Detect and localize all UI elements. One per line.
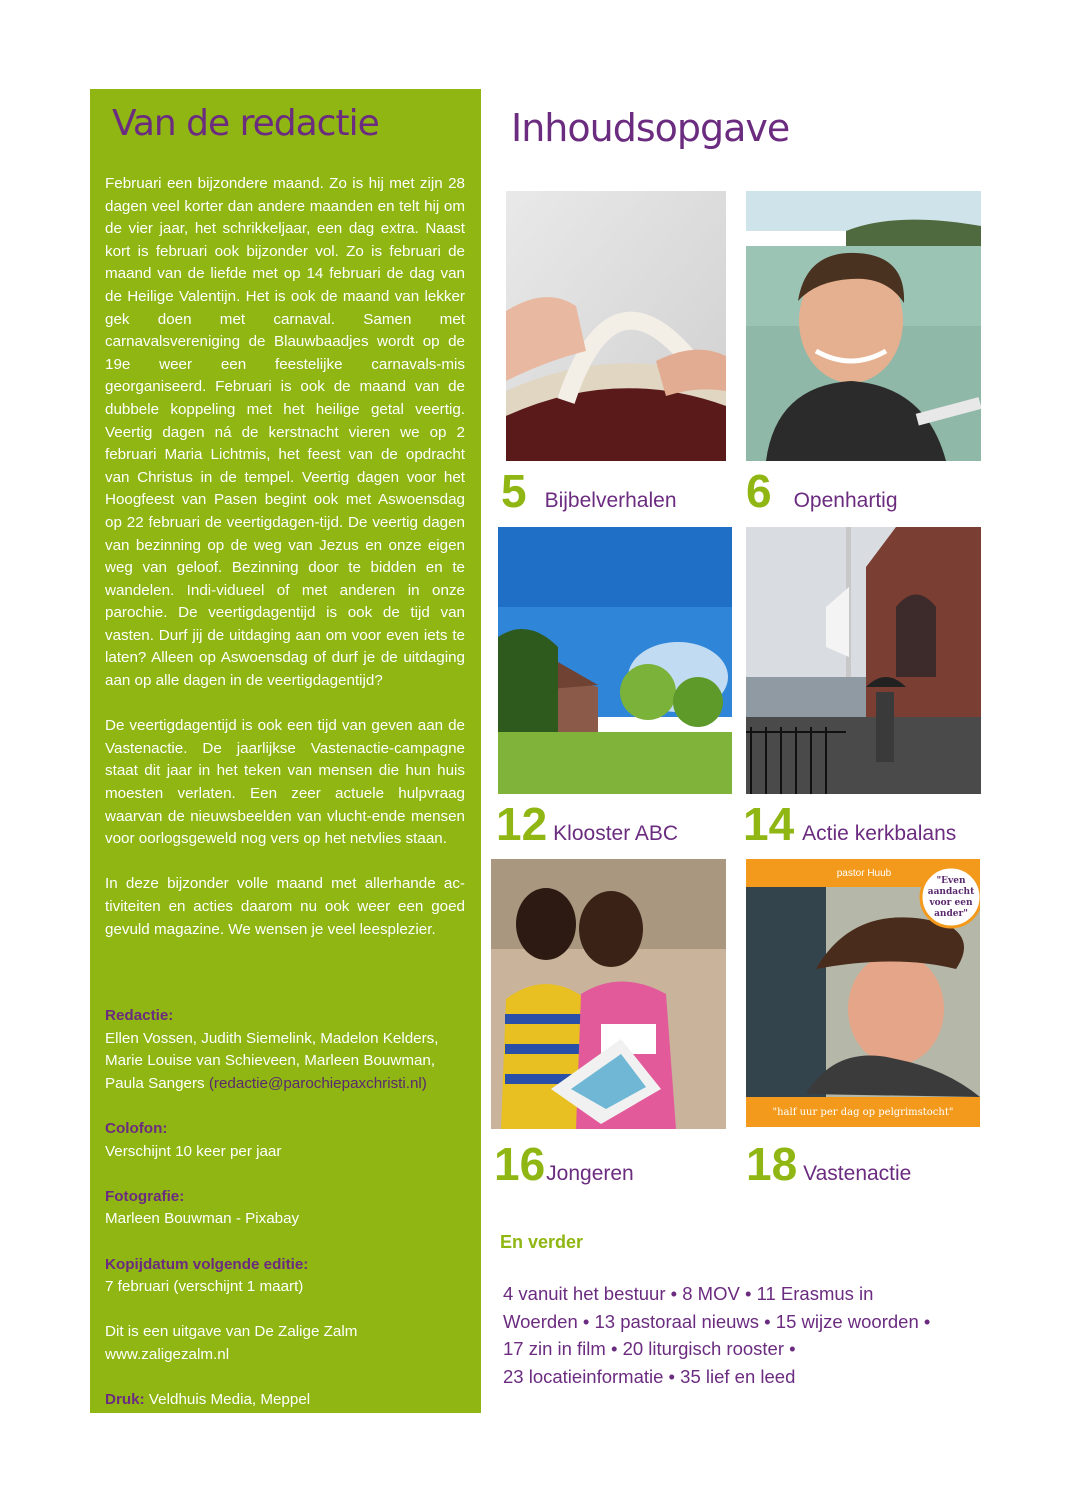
- toc-item-number: 14: [743, 798, 795, 850]
- redactie-names: Ellen Vossen, Judith Siemelink, Madelon Kelders, Marie Louise van Schieveen, Marleen Bouwman, Paula Sangers: [105, 1029, 439, 1092]
- toc-item-number: 6: [746, 465, 772, 517]
- book-badge-line-3: voor een: [929, 898, 973, 908]
- toc-item-number: 5: [501, 465, 527, 517]
- druk-text: Veldhuis Media, Meppel: [144, 1391, 311, 1409]
- toc-item-number: 18: [746, 1138, 798, 1190]
- verder-title: En verder: [500, 1232, 584, 1252]
- verder-line: 23 locatieinformatie • 35 lief en leed: [503, 1365, 796, 1387]
- jongeren-photo[interactable]: [491, 859, 726, 1129]
- editorial-panel: [90, 89, 481, 1413]
- toc-item-16[interactable]: [494, 1138, 634, 1190]
- uitgave-block: [105, 1321, 470, 1366]
- editorial-paragraph-1: Februari een bijzondere maand. Zo is hij met zijn 28 dagen veel korter dan andere maanden en telt hij om de vier jaar, het schrikkeljaar, een dag extra. Naast kort is februari ook bijzonder vol. Zo is februari de maand van de liefde met op 14 februari de dag van de Heilige Valentijn. Het is ook de maand van lekker gek doen met carnaval. Samen met carnavalsvereniging de Blauwbaadjes wordt op de 19e weer een feestelijke carnavals-mis georganiseerd. Februari is ook de maand van de dubbele koppeling met het heilige getal veertig. Veertig dagen ná de kerstnacht vieren we op 2 februari Maria Lichtmis, het feest van de opdracht van Christus in de tempel. Veertig dagen voor het Hoogfeest van Pasen begint ook met Aswoensdag op 22 februari de veertigdagen-tijd. De veertig dagen van bezinning op de weg van Jezus en onze eigen weg van geloof. Bezinning door te bidden en te wandelen. Indi-vidueel of met anderen in onze parochie. De veertigdagentijd is ook de tijd van vasten. Durf jij de uitdaging aan om voor even iets te laten? Alleen op Aswoensdag of durf je de uitdaging aan op alle dagen in de veertigdagentijd?: [105, 175, 465, 690]
- toc-item-5[interactable]: [501, 465, 677, 517]
- vastenactie-photo[interactable]: [746, 859, 980, 1127]
- kerkbalans-photo[interactable]: [746, 527, 981, 794]
- kopij-block: [105, 1254, 470, 1299]
- toc-item-number: 12: [496, 798, 548, 850]
- book-badge-line-4: ander": [934, 909, 968, 919]
- druk-label: Druk:: [105, 1391, 145, 1409]
- editorial-title: Van de redactie: [112, 103, 379, 144]
- toc-item-12[interactable]: [496, 798, 679, 850]
- toc-title: Inhoudsopgave: [511, 106, 790, 150]
- colophon: [105, 1005, 470, 1434]
- kopij-label: Kopijdatum volgende editie:: [105, 1255, 309, 1273]
- toc-item-14[interactable]: [743, 798, 957, 850]
- fotografie-block: [105, 1186, 470, 1231]
- verder-list: [503, 1280, 973, 1390]
- colofon-text: Verschijnt 10 keer per jaar: [105, 1142, 282, 1160]
- toc-item-label: Vastenactie: [803, 1162, 912, 1185]
- verder-line: 17 zin in film • 20 liturgisch rooster •: [503, 1338, 796, 1359]
- toc-item-label: Openhartig: [793, 489, 898, 512]
- editorial-text: [105, 173, 465, 964]
- editorial-paragraph-3: In deze bijzonder volle maand met allerhande ac-tiviteiten en acties daarom nu ook weer een goed gevuld magazine. We wensen je veel leesplezier.: [105, 875, 465, 938]
- redactie-block: [105, 1005, 470, 1095]
- editorial-paragraph-2: De veertigdagentijd is ook een tijd van geven aan de Vastenactie. De jaarlijkse Vastenactie-campagne staat dit jaar in het teken van mensen die hun huis moesten verlaten. Een zeer actuele hulpvraag waarvan de nieuwsbeelden van vlucht-ende mensen voor oorlogsgeweld nog vers op het netvlies staan.: [105, 717, 465, 848]
- toc-item-label: Klooster ABC: [553, 822, 679, 845]
- redactie-label: Redactie:: [105, 1007, 174, 1024]
- toc-item-label: Actie kerkbalans: [802, 822, 957, 845]
- toc-item-label: Bijbelverhalen: [544, 489, 677, 512]
- bible-photo[interactable]: [506, 191, 726, 461]
- toc-item-18[interactable]: [746, 1138, 912, 1190]
- book-bottom-text: "half uur per dag op pelgrimstocht": [772, 1107, 954, 1118]
- redactie-email-link[interactable]: (redactie@parochiepaxchristi.nl): [208, 1074, 427, 1092]
- openhartig-photo[interactable]: [746, 191, 981, 461]
- toc-item-6[interactable]: [746, 465, 898, 517]
- uitgave-text: Dit is een uitgave van De Zalige Zalm: [105, 1323, 358, 1341]
- toc-item-label: Jongeren: [546, 1162, 634, 1185]
- fotografie-text: Marleen Bouwman - Pixabay: [105, 1210, 300, 1228]
- verder-line: 4 vanuit het bestuur • 8 MOV • 11 Erasmus in: [503, 1283, 874, 1304]
- verder-line: Woerden • 13 pastoraal nieuws • 15 wijze woorden •: [503, 1310, 931, 1332]
- druk-block: [105, 1389, 470, 1412]
- toc-item-number: 16: [494, 1138, 546, 1190]
- book-badge-line-1: "Even: [936, 876, 966, 886]
- book-badge-line-2: aandacht: [927, 887, 975, 897]
- colofon-label: Colofon:: [105, 1119, 168, 1137]
- book-top-text: pastor Huub: [836, 868, 892, 879]
- fotografie-label: Fotografie:: [105, 1187, 185, 1205]
- colofon-block: [105, 1118, 470, 1163]
- kopij-text: 7 februari (verschijnt 1 maart): [105, 1278, 304, 1296]
- website-link[interactable]: www.zaligezalm.nl: [105, 1345, 230, 1363]
- klooster-photo[interactable]: [498, 527, 732, 794]
